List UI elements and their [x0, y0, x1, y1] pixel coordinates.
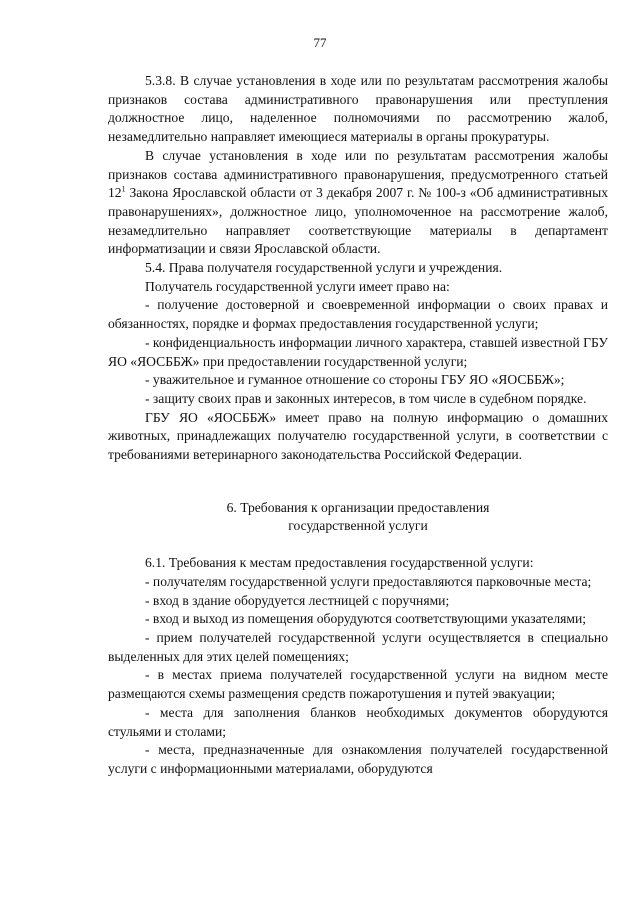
list-item-info-materials: - места, предназначенные для ознакомления получателей государственной услуги с информационными материалами, оборудуются	[108, 742, 608, 776]
list-item-reception-rooms: - прием получателей государственной услуги осуществляется в специально выделенных для этих целей помещениях;	[108, 629, 608, 664]
section-heading-line-1: 6. Требования к организации предоставления	[226, 499, 490, 515]
list-item-parking: - получателям государственной услуги предоставляются парковочные места;	[145, 573, 592, 589]
list-item-signs: - вход и выход из помещения оборудуются соответствующими указателями;	[145, 611, 587, 627]
list-item-form-filling: - места для заполнения бланков необходимых документов оборудуются стульями и столами;	[108, 704, 608, 739]
list-item-respect: - уважительное и гуманное отношение со стороны ГБУ ЯО «ЯОСББЖ»;	[145, 372, 565, 388]
spacer	[108, 465, 608, 499]
paragraph-5-3-8: 5.3.8. В случае установления в ходе или по результатам рассмотрения жалобы признаков состава административного правонарушения или преступления должностное лицо, наделенное полномочиями по рассмотрению жалоб, незамедлительно направляет имеющиеся материалы в органы прокуратуры.	[108, 73, 608, 145]
list-item-protection: - защиту своих прав и законных интересов, в том числе в судебном порядке.	[145, 390, 587, 406]
paragraph-admin-offense-start: В случае установления в ходе или по результатам рассмотрения жалобы признаков состава административного правонарушения, предусмотренного статьей 12	[108, 147, 608, 201]
paragraph-admin-offense	[108, 147, 608, 259]
section-heading-line-2: государственной услуги	[288, 518, 428, 534]
list-item-confidentiality: - конфиденциальность информации личного характера, ставшей известной ГБУ ЯО «ЯОСББЖ» при предоставлении государственной услуги;	[108, 334, 608, 369]
paragraph-5-4-title: 5.4. Права получателя государственной услуги и учреждения.	[145, 260, 503, 276]
list-item-info-right: - получение достоверной и своевременной информации о своих правах и обязанностях, порядке и формах предоставления государственной услуги;	[108, 297, 608, 332]
list-item-entrance: - вход в здание оборудуется лестницей с поручнями;	[145, 592, 450, 608]
list-item-evacuation-schemes: - в местах приема получателей государственной услуги на видном месте размещаются схемы размещения средств пожаротушения и путей эвакуации;	[108, 667, 608, 702]
article-superscript: 1	[121, 184, 126, 194]
spacer	[108, 536, 608, 554]
paragraph-admin-offense-end: Закона Ярославской области от 3 декабря 2007 г. № 100-з «Об административных правонарушениях», должностное лицо, уполномоченное на рассмотрение жалоб, незамедлительно направляет соответствующие материалы в департамент информатизации и связи Ярославской области.	[108, 185, 608, 257]
paragraph-rights-intro: Получатель государственной услуги имеет право на:	[145, 278, 450, 294]
paragraph-6-1-title: 6.1. Требования к местам предоставления государственной услуги:	[145, 555, 534, 571]
page-number: 77	[313, 35, 327, 50]
page-content	[108, 72, 608, 779]
paragraph-institution-rights: ГБУ ЯО «ЯОСББЖ» имеет право на полную информацию о домашних животных, принадлежащих получателю государственной услуги, в соответствии с требованиями ветеринарного законодательства Российской Федерации.	[108, 409, 608, 463]
